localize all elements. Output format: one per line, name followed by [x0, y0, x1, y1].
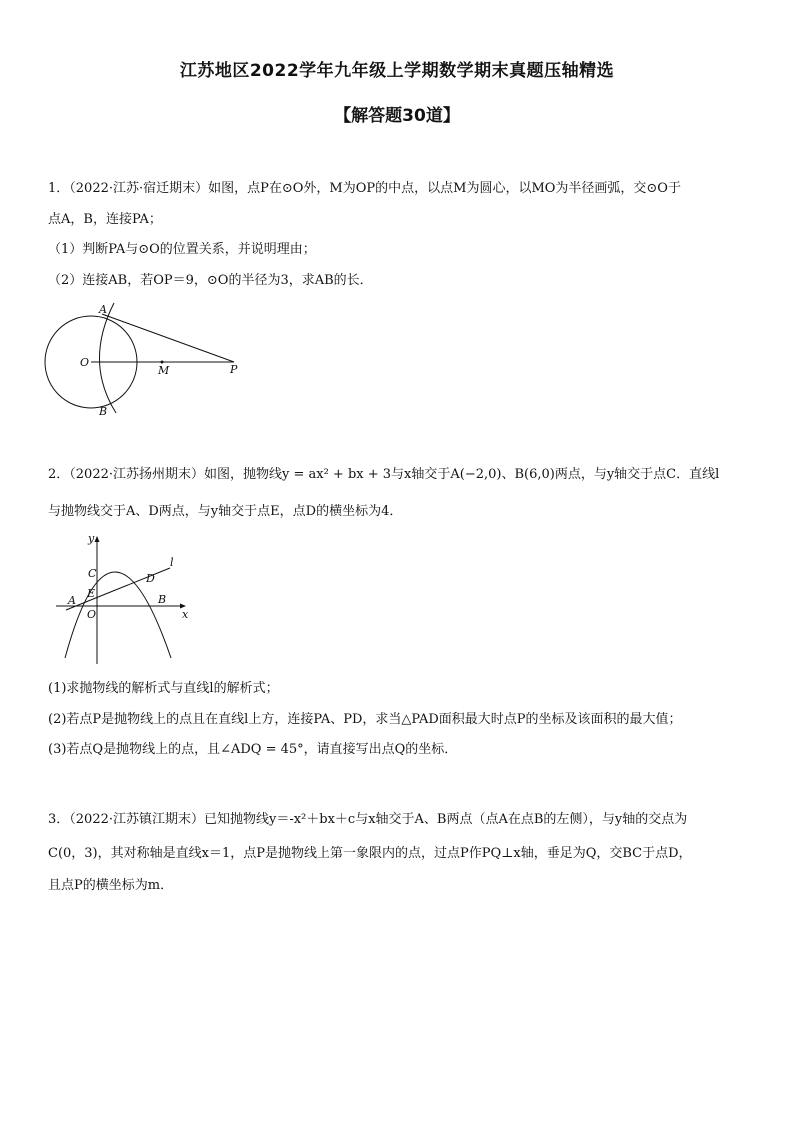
question-1-line-2: 点A，B，连接PA；: [48, 212, 162, 227]
label-b: B: [99, 405, 108, 418]
label-m: M: [158, 364, 170, 377]
question-3-line-1: 3．（2022·江苏镇江期末）已知抛物线y＝-x²＋bx＋c与x轴交于A、B两点（点A在点B的左侧），与y轴的交点为: [48, 812, 688, 827]
question-2-part-3: (3)若点Q是抛物线上的点，且∠ADQ = 45°，请直接写出点Q的坐标．: [48, 742, 458, 757]
label-e: E: [87, 587, 96, 600]
question-1-part-1: （1）判断PA与⊙O的位置关系，并说明理由；: [48, 242, 316, 257]
label-l: l: [170, 556, 174, 569]
label-o: O: [87, 608, 97, 621]
question-2-line-1: 2．（2022·江苏扬州期末）如图，抛物线y = ax² + bx + 3与x轴交于A(−2,0)、B(6,0)两点，与y轴交于点C．直线l: [48, 467, 720, 482]
label-a: A: [68, 594, 76, 607]
question-1-part-2: （2）连接AB，若OP＝9，⊙O的半径为3，求AB的长．: [48, 273, 373, 288]
question-2-part-2: (2)若点P是抛物线上的点且在直线l上方，连接PA、PD，求当△PAD面积最大时点P的坐标及该面积的最大值；: [48, 712, 682, 727]
question-2-figure: [52, 530, 202, 668]
question-3-line-2: C(0，3)，其对称轴是直线x＝1，点P是抛物线上第一象限内的点，过点P作PQ⊥x轴，垂足为Q，交BC于点D，: [48, 846, 692, 861]
question-1-line-1: 1．（2022·江苏·宿迁期末）如图，点P在⊙O外，M为OP的中点，以点M为圆心，以MO为半径画弧，交⊙O于: [48, 181, 681, 196]
y-axis-arrow: [95, 536, 100, 542]
question-2-part-1: (1)求抛物线的解析式与直线l的解析式；: [48, 681, 279, 696]
parabola: [65, 572, 171, 658]
label-c: C: [88, 567, 97, 580]
label-y: y: [88, 532, 95, 545]
label-b: B: [158, 593, 167, 606]
label-a: A: [99, 303, 107, 316]
label-o: O: [80, 356, 90, 369]
question-2-line-2: 与抛物线交于A、D两点，与y轴交于点E，点D的横坐标为4．: [48, 504, 403, 519]
page-subtitle: 【解答题30道】: [334, 106, 460, 126]
label-p: P: [230, 363, 238, 376]
question-1-figure: [44, 300, 254, 425]
question-3-line-3: 且点P的横坐标为m．: [48, 878, 174, 893]
label-d: D: [146, 572, 155, 585]
page-title: 江苏地区2022学年九年级上学期数学期末真题压轴精选: [179, 61, 615, 81]
label-x: x: [182, 608, 189, 621]
line-pa: [102, 314, 234, 362]
